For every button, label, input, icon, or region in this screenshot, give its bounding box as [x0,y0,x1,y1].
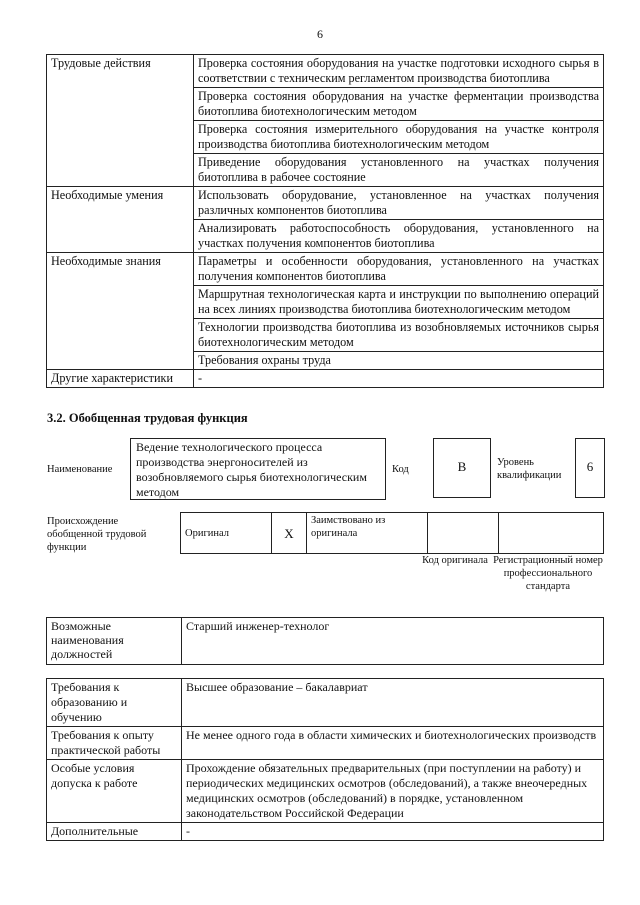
required-knowledge-item: Технологии производства биотоплива из возобновляемых источников сырья биотехнологическим методом [194,319,604,352]
required-knowledge-item: Параметры и особенности оборудования, установленного на участках получения компонентов биотоплива [194,253,604,286]
required-skills-label: Необходимые умения [47,187,194,253]
page-number: 6 [317,27,323,41]
requirements-table [46,678,604,841]
positions-table [46,617,604,665]
origin-label: Происхождение обобщенной трудовой функции [47,516,147,553]
name-label: Наименование [47,464,113,475]
additional-value: - [182,823,604,841]
education-requirements-value: Высшее образование – бакалавриат [182,679,604,727]
labor-action-item: Приведение оборудования установленного на участках получения биотоплива в рабочее состояние [194,154,604,187]
experience-requirements-value: Не менее одного года в области химических и биотехнологических производств [182,727,604,760]
labor-action-item: Проверка состояния оборудования на участке подготовки исходного сырья в соответствии с техническим регламентом производства биотоплива [194,55,604,88]
origin-table [180,512,604,554]
additional-label: Дополнительные [47,823,182,841]
function-code-box: B [433,438,491,498]
required-skill-item: Использовать оборудование, установленное на участках получения различных компонентов биотоплива [194,187,604,220]
other-characteristics-label: Другие характеристики [47,370,194,388]
labor-action-item: Проверка состояния измерительного оборудования на участке контроля производства биотоплива биотехнологическим методом [194,121,604,154]
registration-number-cell [499,513,604,554]
special-conditions-label: Особые условия допуска к работе [47,760,182,823]
original-mark: X [272,513,307,554]
labor-functions-table [46,54,604,388]
required-knowledge-item: Требования охраны труда [194,352,604,370]
education-requirements-label: Требования к образованию и обучению [47,679,182,727]
code-label: Код [392,464,409,475]
borrowed-label: Заимствовано из оригинала [307,513,428,554]
required-knowledge-item: Маршрутная технологическая карта и инструкции по выполнению операций на всех линиях производства биотоплива биотехнологическим методом [194,286,604,319]
required-skill-item: Анализировать работоспособность оборудования, установленного на участках получения компонентов биотоплива [194,220,604,253]
required-knowledge-label: Необходимые знания [47,253,194,370]
experience-requirements-label: Требования к опыту практической работы [47,727,182,760]
special-conditions-value: Прохождение обязательных предварительных (при поступлении на работу) и периодических медицинских осмотров (обследований), а также внеочередных медицинских осмотров (обследований) в порядке, установленном законодательством Российской Федерации [182,760,604,823]
qualification-level-label: Уровень квалификации [497,457,562,481]
section-title: 3.2. Обобщенная трудовая функция [47,411,248,425]
original-label: Оригинал [181,513,272,554]
registration-number-caption: Регистрационный номер профессионального стандарта [493,555,603,592]
positions-label: Возможные наименования должностей [47,618,182,665]
original-code-cell [428,513,499,554]
other-characteristics-value: - [194,370,604,388]
labor-action-item: Проверка состояния оборудования на участке ферментации производства биотоплива биотехнологическим методом [194,88,604,121]
original-code-caption: Код оригинала [422,555,488,566]
positions-value: Старший инженер-технолог [182,618,604,665]
qualification-level-box: 6 [575,438,605,498]
function-name-box: Ведение технологического процесса производства энергоносителей из возобновляемого сырья биотехнологическим методом [130,438,386,500]
labor-actions-label: Трудовые действия [47,55,194,187]
